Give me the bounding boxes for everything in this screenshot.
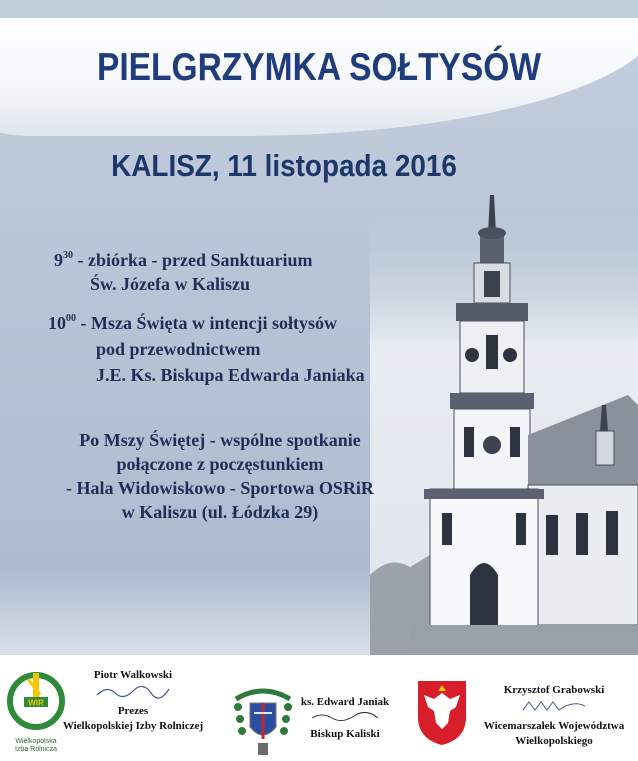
signature-icon xyxy=(310,710,380,722)
poster-subtitle: KALISZ, 11 listopada 2016 xyxy=(111,148,457,183)
program-text: - Msza Święta w intencji sołtysów xyxy=(76,313,337,333)
signer-1-role-2: Wielkopolskiej Izby Rolniczej xyxy=(62,720,204,732)
signer-2 xyxy=(290,695,400,742)
after-line-3: - Hala Widowiskowo - Sportowa OSRiR xyxy=(66,478,374,498)
footer xyxy=(0,655,638,761)
program-item-2-cont2: J.E. Ks. Biskupa Edwarda Janiaka xyxy=(96,365,365,385)
signature-icon xyxy=(93,683,173,699)
signer-1-role-1: Prezes xyxy=(117,705,149,717)
wielkopolska-eagle-shield-icon xyxy=(414,677,470,747)
program-hour: 9 xyxy=(54,250,63,270)
after-line-2: połączone z poczęstunkiem xyxy=(116,454,324,474)
signer-1-name: Piotr Walkowski xyxy=(93,669,173,681)
program-item-1-cont: Św. Józefa w Kaliszu xyxy=(90,274,250,294)
program-item-2-line xyxy=(48,306,365,336)
program-item-1 xyxy=(54,244,313,296)
signer-2-name: ks. Edward Janiak xyxy=(300,696,390,708)
signature-scribble-3 xyxy=(470,698,638,719)
after-mass-info xyxy=(60,428,380,524)
wir-logo-text: WIR xyxy=(28,698,44,708)
signer-3-role-2: Wielkopolskiego xyxy=(515,735,593,747)
signature-icon xyxy=(519,698,589,714)
wir-caption-2: Izba Rolnicza xyxy=(14,746,58,753)
program-minutes: 30 xyxy=(63,250,73,261)
wir-logo xyxy=(6,669,66,757)
wir-emblem-icon xyxy=(6,669,66,733)
signature-scribble-1 xyxy=(58,683,208,704)
signature-scribble-2 xyxy=(290,710,400,727)
program-item-2 xyxy=(48,306,365,388)
program-hour: 10 xyxy=(48,313,66,333)
after-line-4: w Kaliszu (ul. Łódzka 29) xyxy=(121,502,319,522)
signer-1 xyxy=(58,668,208,734)
program-text: - zbiórka - przed Sanktuarium xyxy=(73,250,313,270)
church-illustration xyxy=(370,195,638,655)
poster-title: PIELGRZYMKA SOŁTYSÓW xyxy=(96,46,542,89)
signer-2-role: Biskup Kaliski xyxy=(310,728,380,740)
signer-3 xyxy=(470,683,638,749)
wir-caption-1: Wielkopolska xyxy=(15,738,57,745)
bishop-coat-of-arms-icon xyxy=(232,683,294,757)
after-line-1: Po Mszy Świętej - wspólne spotkanie xyxy=(79,430,361,450)
signer-3-role-1: Wicemarszałek Województwa xyxy=(483,720,625,732)
program-item-2-cont: pod przewodnictwem xyxy=(96,339,261,359)
signer-3-name: Krzysztof Grabowski xyxy=(503,684,605,696)
program-minutes: 00 xyxy=(66,313,76,324)
program-item-1-line xyxy=(54,244,313,272)
